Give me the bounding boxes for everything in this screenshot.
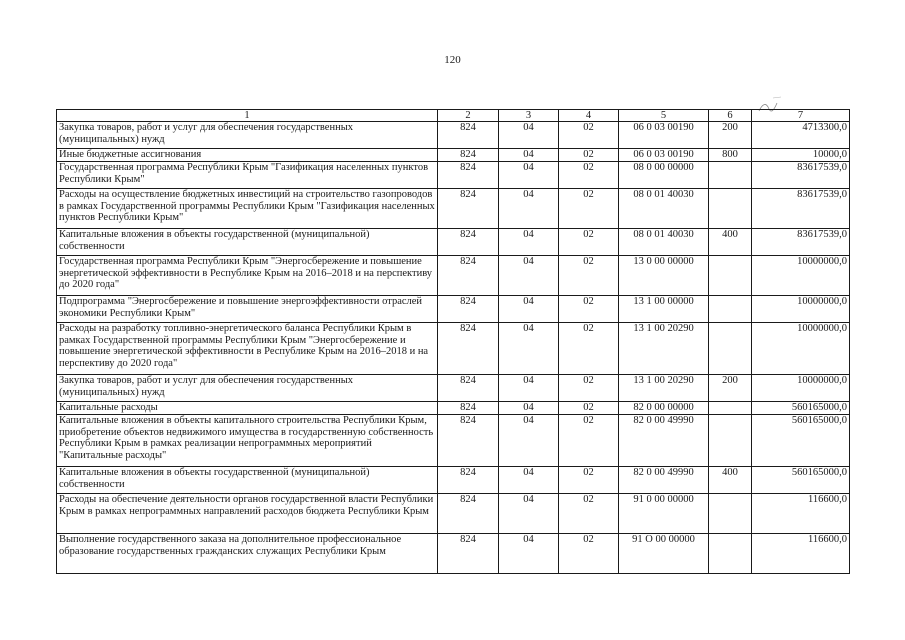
ministry-code: 824 bbox=[438, 323, 499, 375]
budget-table bbox=[56, 109, 850, 574]
amount: 10000000,0 bbox=[752, 323, 850, 375]
section-code: 04 bbox=[499, 375, 559, 402]
row-description: Иные бюджетные ассигнования bbox=[57, 149, 438, 162]
expense-type-code: 800 bbox=[709, 149, 752, 162]
header-cell: 6 bbox=[709, 110, 752, 122]
target-article-code: 13 1 00 00000 bbox=[619, 296, 709, 323]
section-code: 04 bbox=[499, 402, 559, 415]
ministry-code: 824 bbox=[438, 494, 499, 534]
header-cell: 3 bbox=[499, 110, 559, 122]
section-code: 04 bbox=[499, 415, 559, 467]
row-description: Расходы на обеспечение деятельности органов государственной власти Республики Крым в рамках непрограммных направлений расходов бюджета Республики Крым bbox=[57, 494, 438, 534]
target-article-code: 08 0 01 40030 bbox=[619, 229, 709, 256]
row-description: Выполнение государственного заказа на дополнительное профессиональное образование государственных гражданских служащих Республики Крым bbox=[57, 534, 438, 574]
amount: 4713300,0 bbox=[752, 122, 850, 149]
section-code: 04 bbox=[499, 323, 559, 375]
subsection-code: 02 bbox=[559, 122, 619, 149]
row-description: Расходы на разработку топливно-энергетического баланса Республики Крым в рамках Государственной программы Республики Крым "Энергосбережение и повышение энергетической эффективности в Республике Крым на 2016–2018 и на перспективу до 2020 года" bbox=[57, 323, 438, 375]
amount: 10000000,0 bbox=[752, 256, 850, 296]
row-description: Закупка товаров, работ и услуг для обеспечения государственных (муниципальных) нужд bbox=[57, 122, 438, 149]
table-row bbox=[57, 415, 850, 467]
amount: 116600,0 bbox=[752, 534, 850, 574]
ministry-code: 824 bbox=[438, 229, 499, 256]
expense-type-code: 200 bbox=[709, 122, 752, 149]
amount: 560165000,0 bbox=[752, 467, 850, 494]
row-description: Подпрограмма "Энергосбережение и повышение энергоэффективности отраслей экономики Республики Крым" bbox=[57, 296, 438, 323]
section-code: 04 bbox=[499, 189, 559, 229]
expense-type-code bbox=[709, 189, 752, 229]
header-cell: 7 bbox=[752, 110, 850, 122]
ministry-code: 824 bbox=[438, 375, 499, 402]
table-row bbox=[57, 467, 850, 494]
row-description: Государственная программа Республики Крым "Газификация населенных пунктов Республики Крым" bbox=[57, 162, 438, 189]
subsection-code: 02 bbox=[559, 162, 619, 189]
amount: 83617539,0 bbox=[752, 162, 850, 189]
amount: 10000,0 bbox=[752, 149, 850, 162]
section-code: 04 bbox=[499, 162, 559, 189]
section-code: 04 bbox=[499, 149, 559, 162]
target-article-code: 91 О 00 00000 bbox=[619, 534, 709, 574]
expense-type-code bbox=[709, 494, 752, 534]
amount: 83617539,0 bbox=[752, 229, 850, 256]
expense-type-code bbox=[709, 256, 752, 296]
ministry-code: 824 bbox=[438, 402, 499, 415]
section-code: 04 bbox=[499, 296, 559, 323]
row-description: Капитальные вложения в объекты государственной (муниципальной) собственности bbox=[57, 229, 438, 256]
subsection-code: 02 bbox=[559, 402, 619, 415]
target-article-code: 08 0 01 40030 bbox=[619, 189, 709, 229]
subsection-code: 02 bbox=[559, 323, 619, 375]
amount: 560165000,0 bbox=[752, 402, 850, 415]
header-cell: 5 bbox=[619, 110, 709, 122]
row-description: Капитальные вложения в объекты государственной (муниципальной) собственности bbox=[57, 467, 438, 494]
table-row bbox=[57, 402, 850, 415]
expense-type-code bbox=[709, 402, 752, 415]
table-row bbox=[57, 256, 850, 296]
section-code: 04 bbox=[499, 534, 559, 574]
subsection-code: 02 bbox=[559, 534, 619, 574]
expense-type-code: 400 bbox=[709, 229, 752, 256]
section-code: 04 bbox=[499, 467, 559, 494]
table-row bbox=[57, 494, 850, 534]
section-code: 04 bbox=[499, 256, 559, 296]
target-article-code: 13 1 00 20290 bbox=[619, 323, 709, 375]
ministry-code: 824 bbox=[438, 189, 499, 229]
section-code: 04 bbox=[499, 229, 559, 256]
table-row bbox=[57, 296, 850, 323]
subsection-code: 02 bbox=[559, 494, 619, 534]
row-description: Капитальные расходы bbox=[57, 402, 438, 415]
table-row bbox=[57, 534, 850, 574]
section-code: 04 bbox=[499, 122, 559, 149]
subsection-code: 02 bbox=[559, 296, 619, 323]
target-article-code: 82 0 00 49990 bbox=[619, 415, 709, 467]
ministry-code: 824 bbox=[438, 296, 499, 323]
row-description: Закупка товаров, работ и услуг для обеспечения государственных (муниципальных) нужд bbox=[57, 375, 438, 402]
target-article-code: 08 0 00 00000 bbox=[619, 162, 709, 189]
target-article-code: 13 1 00 20290 bbox=[619, 375, 709, 402]
ministry-code: 824 bbox=[438, 162, 499, 189]
header-cell: 4 bbox=[559, 110, 619, 122]
ministry-code: 824 bbox=[438, 256, 499, 296]
subsection-code: 02 bbox=[559, 189, 619, 229]
target-article-code: 06 0 03 00190 bbox=[619, 122, 709, 149]
target-article-code: 06 0 03 00190 bbox=[619, 149, 709, 162]
header-cell: 2 bbox=[438, 110, 499, 122]
target-article-code: 13 0 00 00000 bbox=[619, 256, 709, 296]
table-row bbox=[57, 122, 850, 149]
ministry-code: 824 bbox=[438, 534, 499, 574]
header-cell: 1 bbox=[57, 110, 438, 122]
subsection-code: 02 bbox=[559, 229, 619, 256]
subsection-code: 02 bbox=[559, 415, 619, 467]
table-row bbox=[57, 189, 850, 229]
expense-type-code: 200 bbox=[709, 375, 752, 402]
expense-type-code bbox=[709, 534, 752, 574]
amount: 116600,0 bbox=[752, 494, 850, 534]
ministry-code: 824 bbox=[438, 122, 499, 149]
expense-type-code bbox=[709, 415, 752, 467]
target-article-code: 91 0 00 00000 bbox=[619, 494, 709, 534]
amount: 10000000,0 bbox=[752, 375, 850, 402]
ministry-code: 824 bbox=[438, 467, 499, 494]
subsection-code: 02 bbox=[559, 467, 619, 494]
subsection-code: 02 bbox=[559, 375, 619, 402]
row-description: Расходы на осуществление бюджетных инвестиций на строительство газопроводов в рамках Государственной программы Республики Крым "Газификация населенных пунктов Республики Крым" bbox=[57, 189, 438, 229]
row-description: Государственная программа Республики Крым "Энергосбережение и повышение энергетической эффективности в Республике Крым на 2016–2018 и на перспективу до 2020 года" bbox=[57, 256, 438, 296]
page-number: 120 bbox=[444, 54, 461, 66]
table-row bbox=[57, 149, 850, 162]
table-row bbox=[57, 323, 850, 375]
amount: 83617539,0 bbox=[752, 189, 850, 229]
amount: 560165000,0 bbox=[752, 415, 850, 467]
expense-type-code bbox=[709, 296, 752, 323]
table-row bbox=[57, 229, 850, 256]
expense-type-code bbox=[709, 162, 752, 189]
expense-type-code bbox=[709, 323, 752, 375]
target-article-code: 82 0 00 00000 bbox=[619, 402, 709, 415]
ministry-code: 824 bbox=[438, 149, 499, 162]
table-row bbox=[57, 162, 850, 189]
header-row bbox=[57, 110, 850, 122]
table-row bbox=[57, 375, 850, 402]
expense-type-code: 400 bbox=[709, 467, 752, 494]
ministry-code: 824 bbox=[438, 415, 499, 467]
subsection-code: 02 bbox=[559, 149, 619, 162]
subsection-code: 02 bbox=[559, 256, 619, 296]
section-code: 04 bbox=[499, 494, 559, 534]
row-description: Капитальные вложения в объекты капитального строительства Республики Крым, приобретение объектов недвижимого имущества в государственную собственность Республики Крым в рамках реализации непрограммных мероприятий "Капитальные расходы" bbox=[57, 415, 438, 467]
amount: 10000000,0 bbox=[752, 296, 850, 323]
target-article-code: 82 0 00 49990 bbox=[619, 467, 709, 494]
